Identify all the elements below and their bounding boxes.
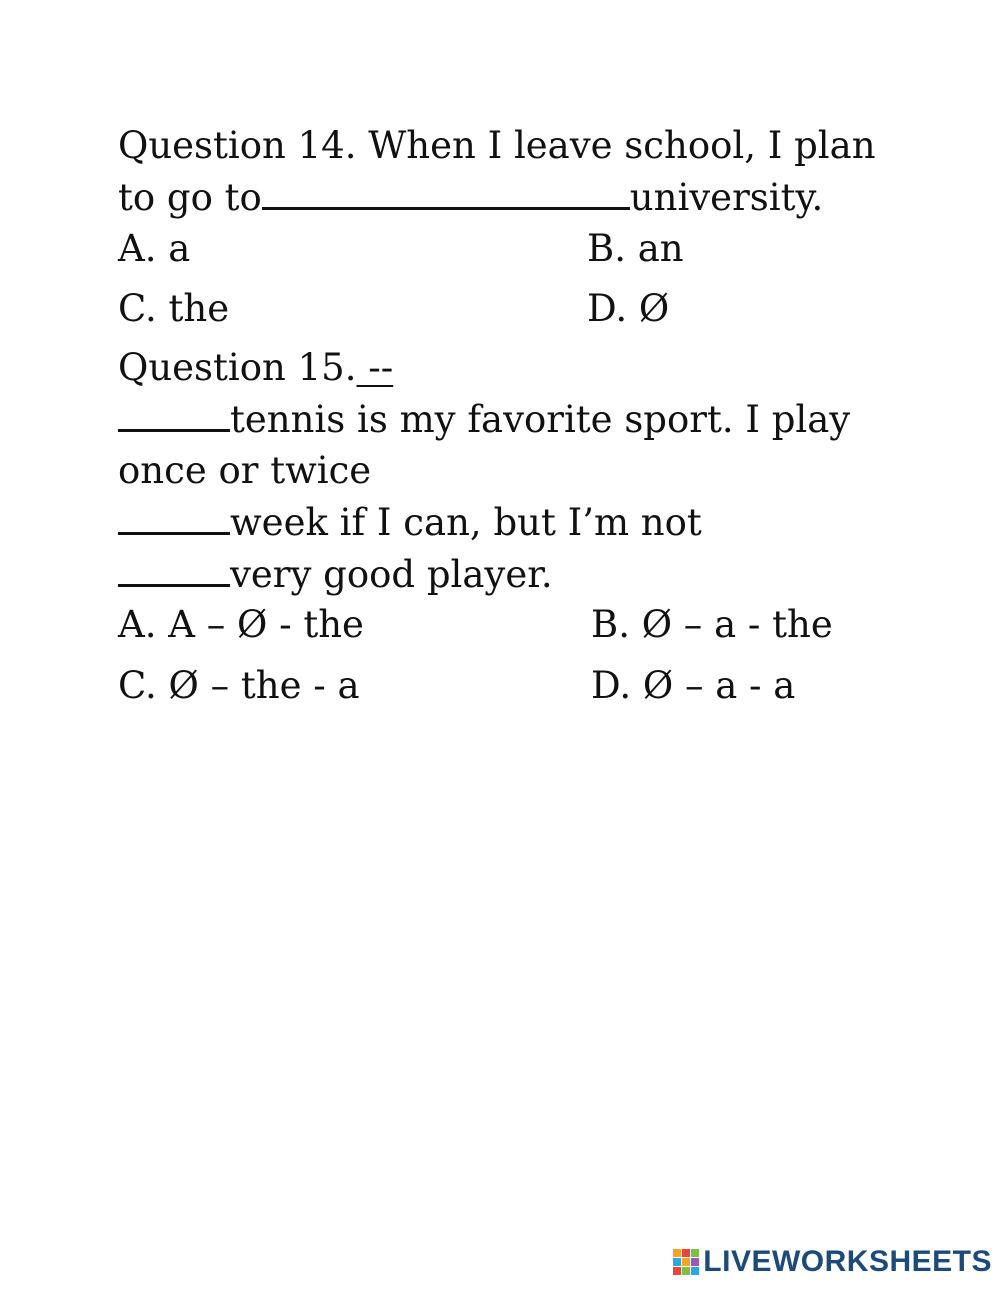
answer-blank[interactable]	[118, 500, 230, 535]
q14-option-a[interactable]: A. a	[118, 227, 191, 270]
q15-option-c[interactable]: C. Ø – the - a	[118, 664, 360, 707]
question-14-sentence: to go to university.	[118, 176, 824, 219]
logo-grid-icon	[673, 1249, 699, 1275]
q15-option-d[interactable]: D. Ø – a - a	[591, 664, 796, 707]
q15-option-a[interactable]: A. A – Ø - the	[118, 603, 364, 646]
question-15-line-1: tennis is my favorite sport. I play	[118, 397, 850, 442]
answer-blank[interactable]	[118, 397, 230, 432]
q14-option-c[interactable]: C. the	[118, 287, 230, 330]
answer-blank[interactable]	[118, 552, 230, 587]
answer-blank[interactable]	[262, 175, 630, 210]
q14-option-b[interactable]: B. an	[587, 227, 684, 270]
question-15-line-3: week if I can, but I’m not	[118, 500, 702, 545]
brand-name: LIVEWORKSHEETS	[703, 1245, 992, 1278]
question-15-label: Question 15. --	[118, 346, 394, 389]
q14-option-d[interactable]: D. Ø	[587, 287, 670, 330]
liveworksheets-logo	[673, 1245, 992, 1279]
question-15-line-2: once or twice	[118, 449, 372, 492]
q15-option-b[interactable]: B. Ø – a - the	[591, 603, 833, 646]
question-15-marker: --	[356, 346, 394, 389]
question-14-text: Question 14. When I leave school, I plan	[118, 124, 876, 167]
question-15-line-4: very good player.	[118, 552, 553, 597]
